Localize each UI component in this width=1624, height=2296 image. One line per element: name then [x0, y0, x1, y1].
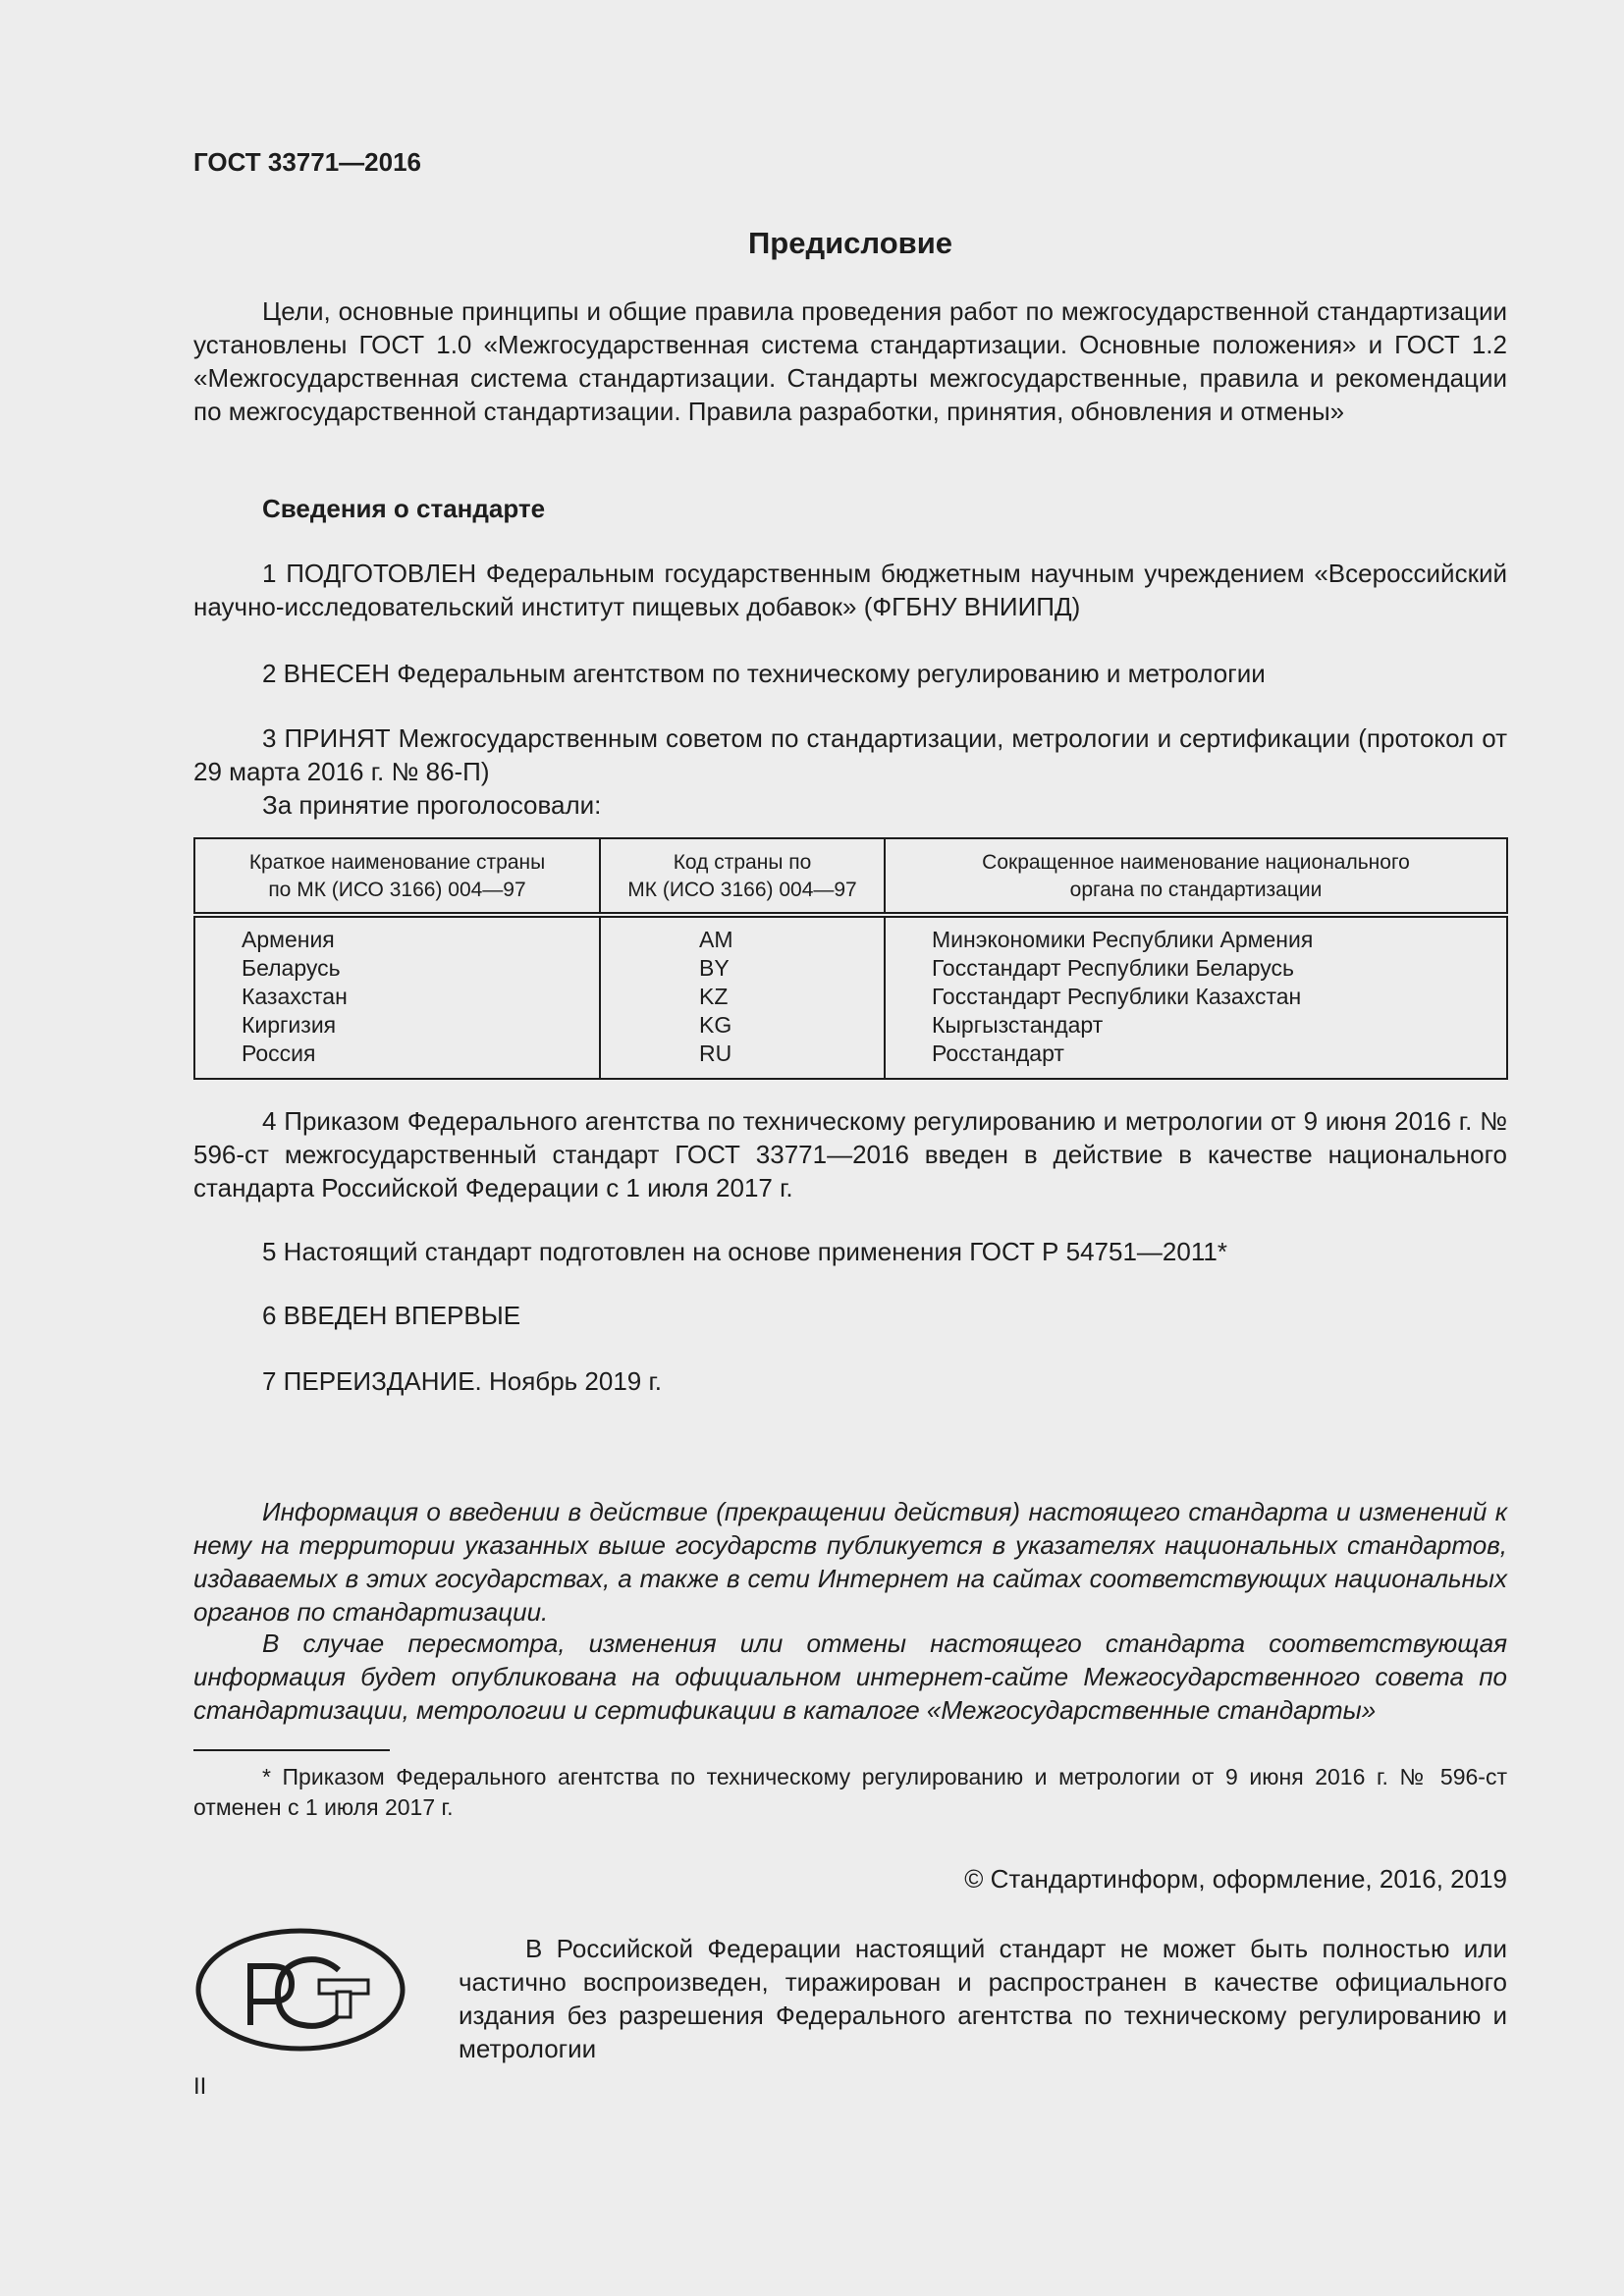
- table-row: [194, 915, 1507, 1079]
- country-code: AM: [699, 927, 733, 952]
- document-id: ГОСТ 33771—2016: [193, 147, 421, 177]
- voting-table: [193, 837, 1508, 1080]
- body-column: [885, 915, 1507, 1079]
- country-name: Казахстан: [242, 984, 348, 1009]
- section-heading: Сведения о стандарте: [262, 494, 546, 523]
- country-code: BY: [699, 955, 730, 981]
- table-header-code: Код страны по МК (ИСО 3166) 004—97: [600, 838, 885, 915]
- table-header-body: Сокращенное наименование национального органа по стандартизации: [885, 838, 1507, 915]
- page-number: II: [193, 2073, 207, 2100]
- copyright-line: © Стандартинформ, оформление, 2016, 2019: [964, 1864, 1507, 1894]
- item-2: 2 ВНЕСЕН Федеральным агентством по техническому регулированию и метрологии: [262, 659, 1266, 688]
- item-7: 7 ПЕРЕИЗДАНИЕ. Ноябрь 2019 г.: [262, 1366, 663, 1396]
- item-3-vote-label: За принятие проголосовали:: [262, 790, 602, 820]
- country-name: Россия: [242, 1041, 316, 1066]
- item-3: 3 ПРИНЯТ Межгосударственным советом по стандартизации, метрологии и сертификации (протокол от 29 марта 2016 г. № 86-П): [193, 723, 1507, 786]
- code-column: [600, 915, 885, 1079]
- footnote-divider: [193, 1749, 390, 1751]
- standards-body: Росстандарт: [932, 1041, 1064, 1066]
- footnote: * Приказом Федерального агентства по техническому регулированию и метрологии от 9 июня 2016 г. № 596-ст отменен с 1 июля 2017 г.: [193, 1764, 1507, 1820]
- country-name: Киргизия: [242, 1012, 337, 1038]
- info-paragraph-2: В случае пересмотра, изменения или отмены настоящего стандарта соответствующая информация будет опубликована на официальном интернет-сайте Межгосударственного совета по стандартизации, метрологии и сертификации в каталоге «Межгосударственные стандарты»: [193, 1629, 1507, 1725]
- country-code: KG: [699, 1012, 732, 1038]
- item-1: 1 ПОДГОТОВЛЕН Федеральным государственным бюджетным научным учреждением «Всероссийский научно-исследовательский институт пищевых добавок» (ФГБНУ ВНИИПД): [193, 559, 1507, 621]
- table-header-country: Краткое наименование страны по МК (ИСО 3166) 004—97: [194, 838, 600, 915]
- country-column: [194, 915, 600, 1079]
- reproduction-notice: В Российской Федерации настоящий стандарт не может быть полностью или частично воспроизведен, тиражирован и распространен в качестве официального издания без разрешения Федерального агентства по техническому регулированию и метрологии: [459, 1934, 1507, 2063]
- standards-body: Минэкономики Республики Армения: [932, 927, 1314, 952]
- item-5: 5 Настоящий стандарт подготовлен на основе применения ГОСТ Р 54751—2011*: [262, 1237, 1227, 1266]
- intro-paragraph: Цели, основные принципы и общие правила проведения работ по межгосударственной стандартизации установлены ГОСТ 1.0 «Межгосударственная система стандартизации. Основные положения» и ГОСТ 1.2 «Межгосударственная система стандартизации. Стандарты межгосударственные, правила и рекомендации по межгосударственной стандартизации. Правила разработки, принятия, обновления и отмены»: [193, 296, 1507, 426]
- standards-body: Госстандарт Республики Беларусь: [932, 955, 1295, 981]
- country-code: RU: [699, 1041, 732, 1066]
- country-name: Беларусь: [242, 955, 341, 981]
- country-name: Армения: [242, 927, 335, 952]
- rst-logo-icon: [193, 1927, 407, 2053]
- standards-body: Госстандарт Республики Казахстан: [932, 984, 1302, 1009]
- info-paragraph-1: Информация о введении в действие (прекращении действия) настоящего стандарта и изменений к нему на территории указанных выше государств публикуется в указателях национальных стандартов, издаваемых в этих государствах, а также в сети Интернет на сайтах соответствующих национальных органов по стандартизации.: [193, 1497, 1507, 1627]
- page-title: Предисловие: [747, 226, 952, 260]
- standards-body: Кыргызстандарт: [932, 1012, 1104, 1038]
- table-header-row: [194, 838, 1507, 915]
- rst-certification-logo: [193, 1927, 407, 2053]
- country-code: KZ: [699, 984, 729, 1009]
- item-6: 6 ВВЕДЕН ВПЕРВЫЕ: [262, 1301, 521, 1330]
- item-4: 4 Приказом Федерального агентства по техническому регулированию и метрологии от 9 июня 2016 г. № 596-ст межгосударственный стандарт ГОСТ 33771—2016 введен в действие в качестве национального стандарта Российской Федерации с 1 июля 2017 г.: [193, 1106, 1507, 1202]
